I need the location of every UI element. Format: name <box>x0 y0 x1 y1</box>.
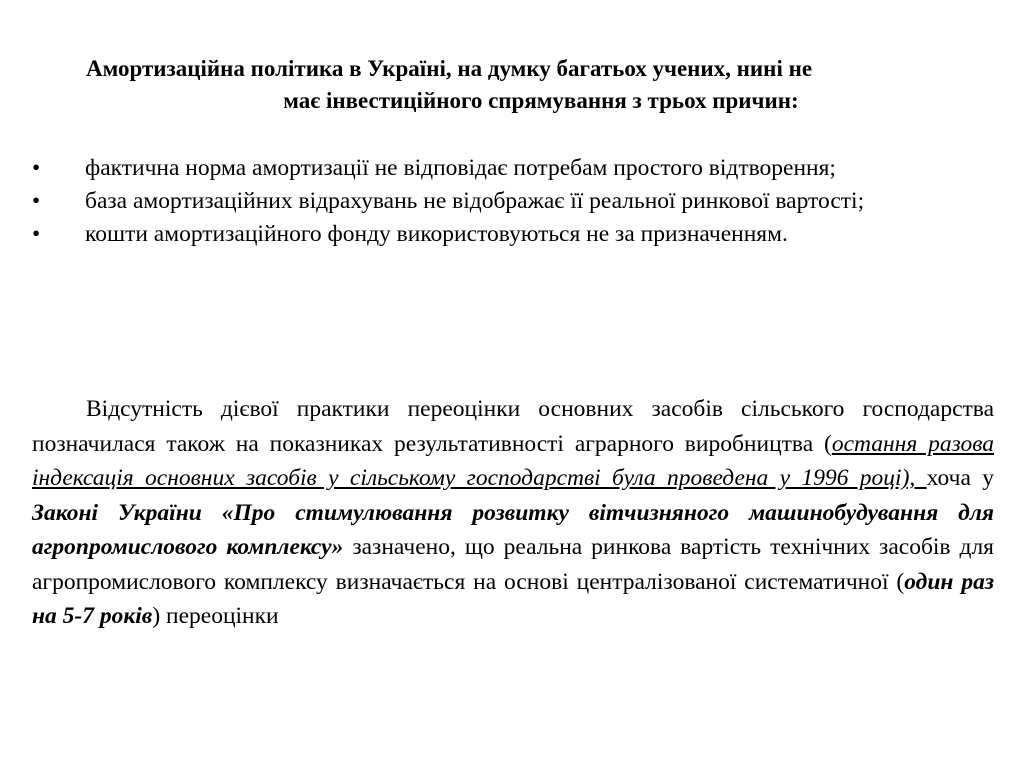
bullet-text: фактична норма амортизації не відповідає потребам простого відтворення; <box>85 155 836 181</box>
paragraph-underlined-note: остання разова індексація основних засобів у сільському господарстві була проведена у 1996 році), <box>32 430 994 491</box>
list-item <box>32 152 994 185</box>
paragraph-text-1: Відсутність дієвої практики переоцінки основних засобів сільського господарства позначилася також на показниках результативності аграрного виробництва ( <box>32 396 994 457</box>
law-name: Законі України «Про стимулювання розвитку вітчизняного машинобудування для агропромислового комплексу» <box>32 499 994 560</box>
bullet-marker: • <box>32 221 41 247</box>
title-line-1: Амортизаційна політика в Україні, на думку багатьох учених, нині не <box>86 56 813 81</box>
paragraph-text-3: зазначено, що реальна ринкова вартість технічних засобів для агропромислового комплексу визначається на основі централізованої систематичної ( <box>32 534 994 595</box>
paragraph-text-2: хоча у <box>926 465 994 491</box>
slide-title <box>86 53 996 117</box>
list-item <box>32 185 994 218</box>
bullet-marker: • <box>32 155 41 181</box>
bullet-list <box>32 152 994 251</box>
title-line-2: має інвестиційного спрямування з трьох причин: <box>283 88 799 113</box>
paragraph-text-4: ) переоцінки <box>152 603 279 629</box>
list-item <box>32 218 994 251</box>
revaluation-frequency: один раз на 5-7 років <box>32 568 994 629</box>
bullet-text: база амортизаційних відрахувань не відображає її реальної ринкової вартості; <box>85 188 865 214</box>
bullet-text: кошти амортизаційного фонду використовуються не за призначенням. <box>85 221 788 247</box>
body-paragraph <box>32 392 994 634</box>
bullet-marker: • <box>32 188 41 214</box>
